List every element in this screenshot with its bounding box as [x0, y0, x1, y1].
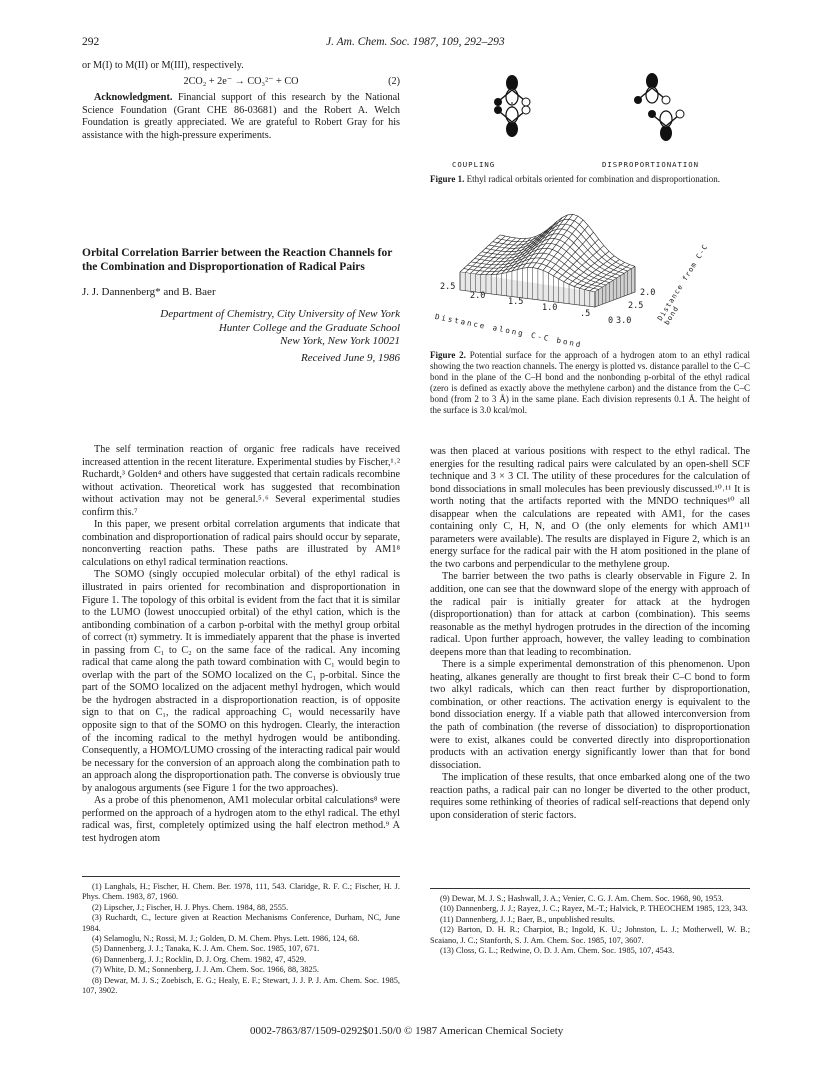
reference: (4) Selamoglu, N.; Rossi, M. J.; Golden, D. M. Chem. Phys. Lett. 1986, 124, 68. — [92, 934, 360, 944]
paragraph: There is a simple experimental demonstration of this phenomenon. Upon heating, alkanes generally are thought to first break their C–C bond to form two alkyl radicals, which can then react further by disproportionation, combination, or other reactions. The activation energy is equivalent to the bond dissociation energy. If a viable path that allowed interconversion from the path of combination (the reverse of dissociation) to disproportionation were to exist, alkanes could be converted directly into disproportionation products with an activation energy significantly lower than that for bond dissociation. — [430, 659, 750, 771]
mesh-line — [500, 214, 635, 266]
right-references — [430, 894, 750, 956]
mesh-line — [507, 230, 547, 273]
orbital-icon — [648, 110, 684, 141]
reference: (3) Ruchardt, C., lecture given at Reaction Mechanisms Conference, Durham, NC, June 1984. — [82, 913, 400, 933]
tick-along: 2.0 — [470, 291, 486, 301]
figure-1 — [430, 68, 750, 168]
orbital-icon — [634, 73, 670, 104]
affiliation-line: Department of Chemistry, City University of New York — [160, 308, 400, 320]
received-date: Received June 9, 1986 — [301, 351, 400, 364]
mesh-line — [564, 246, 604, 282]
figure-1-orbitals — [430, 68, 750, 168]
equation-2 — [82, 76, 400, 89]
tick-along: 2.5 — [440, 282, 456, 292]
caption-label: Figure 2. — [430, 350, 466, 360]
paragraph: The implication of these results, that once embarked along one of the two reaction paths, a radical pair can no longer be diverted to the other product, requires some rethinking of theories of radical self-reactions that depend only upon consideration of steric factors. — [430, 772, 750, 821]
article-authors: J. J. Dannenberg* and B. Baer — [82, 286, 216, 298]
paragraph: was then placed at various positions with respect to the ethyl radical. The energies for the resulting radical pairs were calculated by an open-shell SCF technique and 3 × 3 CI. The utility of these procedures for the calculation of bond dissociations in small molecules has been previously discussed.¹⁰˒¹¹ It is worth noting that the artifacts reported with the MNDO techniques¹⁰ all disappear when the calculations are repeated with AM1, for the cases containing only C, H, N, and O (the only elements for which AM1¹¹ parameters were available). The results are displayed in Figure 2, which is an energy surface for the radical pair with the H atom positioned in the plane of the two carbons and perpendicular to the methylene group. — [430, 446, 750, 570]
continuation-text: or M(I) to M(II) or M(III), respectively. — [82, 60, 244, 71]
axis-label-along: Distance along C-C bond — [434, 312, 584, 350]
affiliation-line: Hunter College and the Graduate School — [218, 321, 400, 334]
tick-along: 0 — [608, 316, 614, 326]
tick-along: 1.0 — [542, 303, 558, 313]
orbital-icon — [494, 75, 530, 106]
footnote-rule — [82, 876, 400, 877]
left-body — [82, 444, 400, 846]
reference: (10) Dannenberg, J. J.; Rayez, J. C.; Rayez, M.-T.; Halvick, P. THEOCHEM 1985, 123, 343. — [440, 904, 748, 914]
footnote-rule — [430, 888, 750, 889]
article-title: Orbital Correlation Barrier between the Reaction Channels for the Combination and Disproportionation of Radical Pairs — [82, 247, 393, 273]
page-number: 292 — [82, 36, 100, 48]
reference: (9) Dewar, M. J. S.; Hashwall, J. A.; Venier, C. G. J. Am. Chem. Soc. 1968, 90, 1953. — [440, 894, 724, 903]
caption-label: Figure 1. — [430, 174, 465, 184]
reference: (2) Lipscher, J.; Fischer, H. J. Phys. Chem. 1984, 88, 2555. — [92, 902, 289, 912]
paragraph: The SOMO (singly occupied molecular orbital) of the ethyl radical is illustrated in pairs oriented for recombination and disproportionation in Figure 1. The topology of this orbital is evident from the fact that it is similar to the LUMO (lowest unoccupied orbital) of the ethyl cation, which is the antibonding combination of a carbon p-orbital with the methyl group orbital of correct (π) symmetry. It is immediately apparent that the phase is inverted in passing from C₁ to C₂ on the same face of the radical. Any incoming radical that came along the path toward combination with C₁ would begin to overlap with the part of the SOMO localized on the C₁ p-orbital. Since the part of the SOMO localized on the adjacent methyl hydrogen, which would be the hydrogen abstracted in a disproportionation reaction, is of opposite sign to that on C₁, the radical approaching C₁ would necessarily have opposite sign to that of the SOMO on this hydrogen. Clearly, the interaction of the incoming radical to the methyl hydrogen would be antibonding. Consequently, a HOMO/LUMO crossing of the interacting radical pair would be necessary for the conversion of an approach along the combination path to an approach along the disproportionation path. The converse is obviously true by analogous arguments (see Figure 1 for the two approaches). — [82, 569, 400, 794]
left-references — [82, 882, 400, 996]
previous-article-end — [82, 60, 400, 142]
caption-text: Ethyl radical orbitals oriented for combination and disproportionation. — [466, 174, 721, 184]
reference: (7) White, D. M.; Sonnenberg, J. J. Am. Chem. Soc. 1966, 88, 3825. — [92, 965, 319, 975]
paragraph: As a probe of this phenomenon, AM1 molecular orbital calculations⁸ were performed on the approach of a hydrogen atom to the ethyl radical. The ethyl radical was, first, completely optimized using the half electron method.⁹ A test hydrogen atom — [82, 795, 400, 844]
reference: (5) Dannenberg, J. J.; Tanaka, K. J. Am. Chem. Soc. 1985, 107, 671. — [92, 944, 320, 954]
page-header — [82, 36, 742, 52]
orbital-icon — [494, 106, 530, 137]
paragraph: The self termination reaction of organic free radicals have received increased attention in the recent literature. Experimental studies by Fischer,¹˒² Ruchardt,³ Golden⁴ and others have suggested that certain radicals recombine without activation. Theoretical work has suggested that recombination without activation may not be general.⁵˒⁶ Several experimental studies confirm this.⁷ — [82, 444, 400, 518]
page-footer: 0002-7863/87/1509-0292$01.50/0 © 1987 American Chemical Society — [250, 1025, 564, 1037]
paragraph: The barrier between the two paths is clearly observable in Figure 2. In addition, one can see that the downward slope of the energy with approach of the radical pair is initially greater for attack at the hydrogen (disproportionation) than for attack at carbon (combination). This seems reasonable as the methyl hydrogen protrudes in the direction of the incoming radical. Upon further approach, however, the valley leading to combination deepens more than that leading to recombination. — [430, 571, 750, 658]
axis-label-from: Distance from C-C bond — [656, 242, 710, 327]
reference: (12) Barton, D. H. R.; Charpiot, B.; Ingold, K. U.; Johnston, L. J.; Motherwell, W. B.; Scaiano, J. C.; Stanforth, S. J. Am. Chem. Soc. 1985, 107, 3607. — [430, 925, 750, 945]
journal-citation: J. Am. Chem. Soc. 1987, 109, 292–293 — [326, 36, 505, 48]
right-body — [430, 446, 750, 822]
ack-text: Financial support of this research by the National Science Foundation (Grant CHE 86-03681) and the Robert A. Welch Foundation is greatly appreciated. We are grateful to Robert Gray for his assistance with the high-pressure experiments. — [82, 92, 401, 141]
acknowledgment — [82, 92, 400, 142]
article-header — [82, 246, 400, 365]
affiliation — [82, 308, 400, 365]
equation-text: 2CO₂ + 2e⁻ → CO₃²⁻ + CO — [183, 75, 299, 87]
paragraph: In this paper, we present orbital correlation arguments that indicate that combination and disproportionation of radical pairs should occur by separate, nonconverting reaction paths. These paths are illustrated by AM1⁸ calculations on ethyl radical termination reactions. — [82, 519, 400, 568]
tick-from: 2.5 — [628, 301, 644, 311]
figure-1-label-disproportionation: DISPROPORTIONATION — [602, 160, 700, 169]
figure-1-caption — [430, 174, 750, 185]
tick-along: .5 — [580, 309, 591, 319]
mesh-line — [522, 217, 562, 268]
ack-heading: Acknowledgment. — [94, 92, 173, 104]
tick-along: 1.5 — [508, 297, 524, 307]
reference: (11) Dannenberg, J. J.; Baer, B., unpublished results. — [440, 914, 615, 924]
reference: (8) Dewar, M. J. S.; Zoebisch, E. G.; Healy, E. F.; Stewart, J. J. P. J. Am. Chem. Soc. 1985, 107, 3902. — [82, 975, 400, 996]
equation-number: (2) — [388, 75, 400, 87]
mesh-line — [538, 216, 578, 269]
reference: (6) Dannenberg, J. J.; Rocklin, D. J. Org. Chem. 1982, 47, 4529. — [92, 954, 307, 964]
reference: (13) Closs, G. L.; Redwine, O. D. J. Am. Chem. Soc. 1985, 107, 4543. — [440, 946, 675, 956]
tick-from: 3.0 — [616, 316, 632, 326]
mesh-line — [460, 235, 500, 272]
mesh-line — [569, 251, 609, 284]
figure-2-caption — [430, 350, 750, 416]
reference: (1) Langhals, H.; Fischer, H. Chem. Ber. 1978, 111, 543. Claridge, R. F. C.; Fischer, H. J. Phys. Chem. 1983, 87, 1960. — [82, 882, 400, 902]
caption-text: Potential surface for the approach of a hydrogen atom to an ethyl radical showing the two reaction channels. The energy is plotted vs. distance parallel to the C–C bond in the plane of the C–H bond and the nonbonding p-orbital of the ethyl radical (zero is defined as exactly above the methylene carbon) and the distance from the C–C bond (from 2 to 3 Å) in the same plane. Each division represents 0.1 Å. The height of the surface is 3.0 kcal/mol. — [430, 350, 750, 415]
figure-1-label-coupling: COUPLING — [452, 160, 496, 169]
affiliation-line: New York, New York 10021 — [280, 335, 400, 347]
tick-from: 2.0 — [640, 288, 656, 298]
